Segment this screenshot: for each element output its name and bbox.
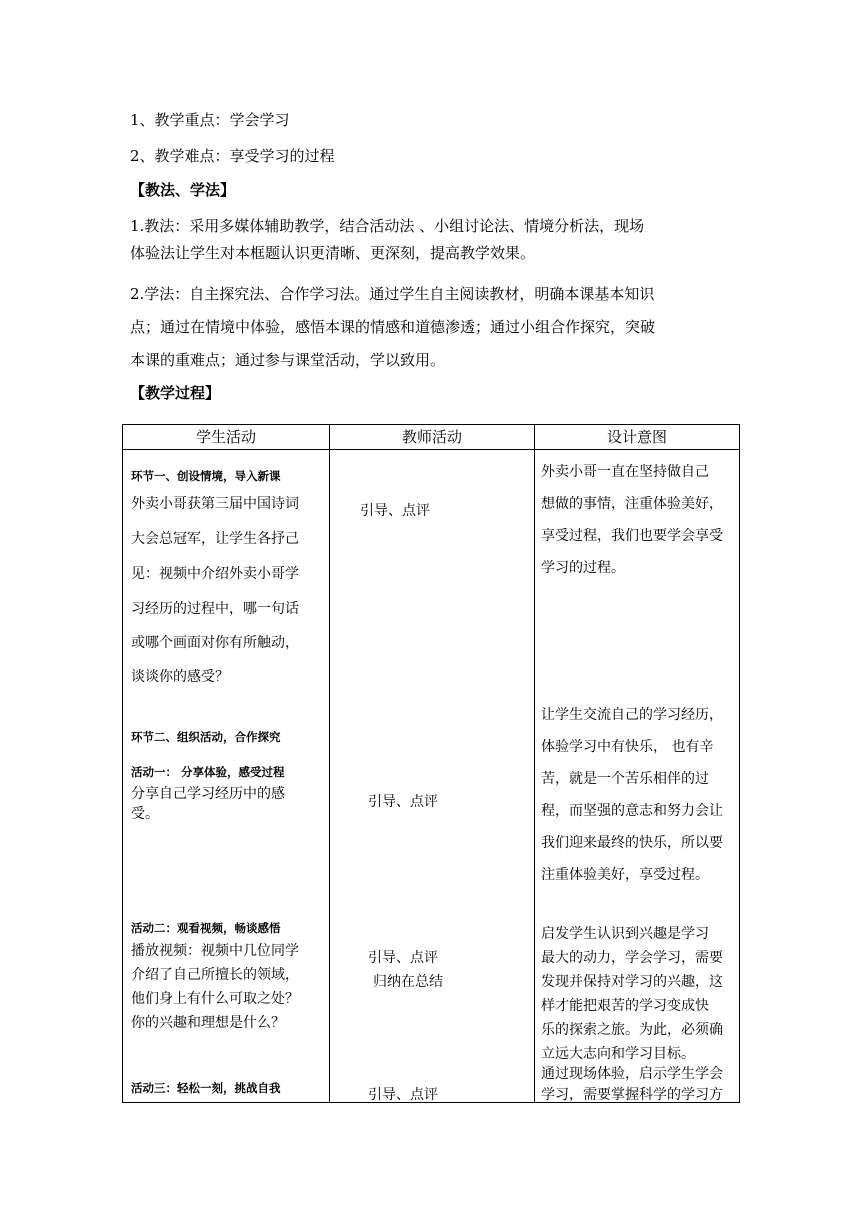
section1-line: 谈谈你的感受？	[131, 669, 229, 685]
section1-line: 大会总冠军，让学生各抒己	[131, 531, 299, 547]
intent-row3-line: 样才能把艰苦的学习变成快	[541, 998, 709, 1014]
intent-row3-line: 最大的动力，学会学习，需要	[541, 950, 723, 966]
learning-method-line: 2.学法：自主探究法、合作学习法。通过学生自主阅读教材，明确本课基本知识	[130, 285, 655, 303]
teaching-process-table	[122, 424, 740, 1103]
teaching-method-line: 1.教法：采用多媒体辅助教学，结合活动法 、小组讨论法、情境分析法，现场	[130, 217, 645, 235]
intent-row3-line: 乐的探索之旅。为此，必须确	[541, 1022, 723, 1038]
intent-row4-line: 学习，需要掌握科学的学习方	[541, 1087, 723, 1103]
intent-row1-line: 外卖小哥一直在坚持做自己	[541, 464, 709, 480]
teacher-activity-cell	[330, 450, 535, 1103]
activity2-line: 你的兴趣和理想是什么？	[131, 1015, 285, 1031]
teacher-row3-line: 归纳在总结	[373, 974, 443, 990]
process-heading: 【教学过程】	[130, 384, 221, 402]
methods-heading: 【教法、学法】	[130, 181, 236, 199]
activity1-line: 受。	[131, 806, 159, 822]
design-intent-cell	[535, 450, 740, 1103]
teaching-method-line: 体验法让学生对本框题认识更清晰、更深刻，提高教学效果。	[130, 244, 536, 262]
student-activity-cell	[123, 450, 330, 1103]
intent-row2-line: 苦，就是一个苦乐相伴的过	[541, 771, 709, 787]
intent-row3-line: 启发学生认识到兴趣是学习	[541, 926, 709, 942]
section2-title: 环节二、组织活动，合作探究	[131, 730, 281, 744]
difficult-point: 2、教学难点：享受学习的过程	[130, 147, 335, 165]
activity2-line: 播放视频：视频中几位同学	[131, 943, 299, 959]
intent-row2-line: 程，而坚强的意志和努力会让	[541, 803, 723, 819]
intent-row3-line: 立远大志向和学习目标。	[541, 1046, 695, 1062]
intent-row1-line: 想做的事情，注重体验美好，	[541, 496, 723, 512]
header-student-activity: 学生活动	[123, 425, 330, 450]
intent-row4-line: 通过现场体验，启示学生学会	[541, 1066, 723, 1082]
learning-method-line: 点；通过在情境中体验，感悟本课的情感和道德渗透；通过小组合作探究，突破	[130, 318, 656, 336]
intent-row2-line: 让学生交流自己的学习经历，	[541, 707, 723, 723]
intent-row1-line: 学习的过程。	[541, 560, 625, 576]
teacher-row4: 引导、点评	[368, 1087, 438, 1103]
teacher-row3-line: 引导、点评	[368, 950, 438, 966]
section1-title: 环节一、创设情境，导入新课	[131, 469, 281, 483]
activity2-line: 他们身上有什么可取之处？	[131, 991, 299, 1007]
section1-line: 或哪个画面对你有所触动，	[131, 635, 299, 651]
intent-row2-line: 我们迎来最终的快乐，所以要	[541, 835, 723, 851]
key-point: 1、教学重点：学会学习	[130, 111, 290, 129]
activity3-title: 活动三：轻松一刻，挑战自我	[131, 1081, 281, 1095]
teacher-row1: 引导、点评	[360, 503, 430, 519]
activity2-line: 介绍了自己所擅长的领域，	[131, 967, 299, 983]
header-teacher-activity: 教师活动	[330, 425, 535, 450]
intent-row3-line: 发现并保持对学习的兴趣，这	[541, 974, 723, 990]
activity2-title: 活动二：观看视频，畅谈感悟	[131, 921, 281, 935]
section1-line: 见：视频中介绍外卖小哥学	[131, 566, 299, 582]
teacher-row2: 引导、点评	[368, 794, 438, 810]
learning-method-line: 本课的重难点；通过参与课堂活动，学以致用。	[130, 351, 446, 369]
activity1-title: 活动一： 分享体验，感受过程	[131, 765, 285, 779]
intent-row2-line: 体验学习中有快乐， 也有辛	[541, 739, 714, 755]
activity1-line: 分享自己学习经历中的感	[131, 786, 285, 802]
section1-line: 习经历的过程中，哪一句话	[131, 601, 299, 617]
section1-line: 外卖小哥获第三届中国诗词	[131, 496, 299, 512]
intent-row2-line: 注重体验美好，享受过程。	[541, 867, 709, 883]
intent-row1-line: 享受过程，我们也要学会享受	[541, 528, 723, 544]
header-design-intent: 设计意图	[535, 425, 740, 450]
